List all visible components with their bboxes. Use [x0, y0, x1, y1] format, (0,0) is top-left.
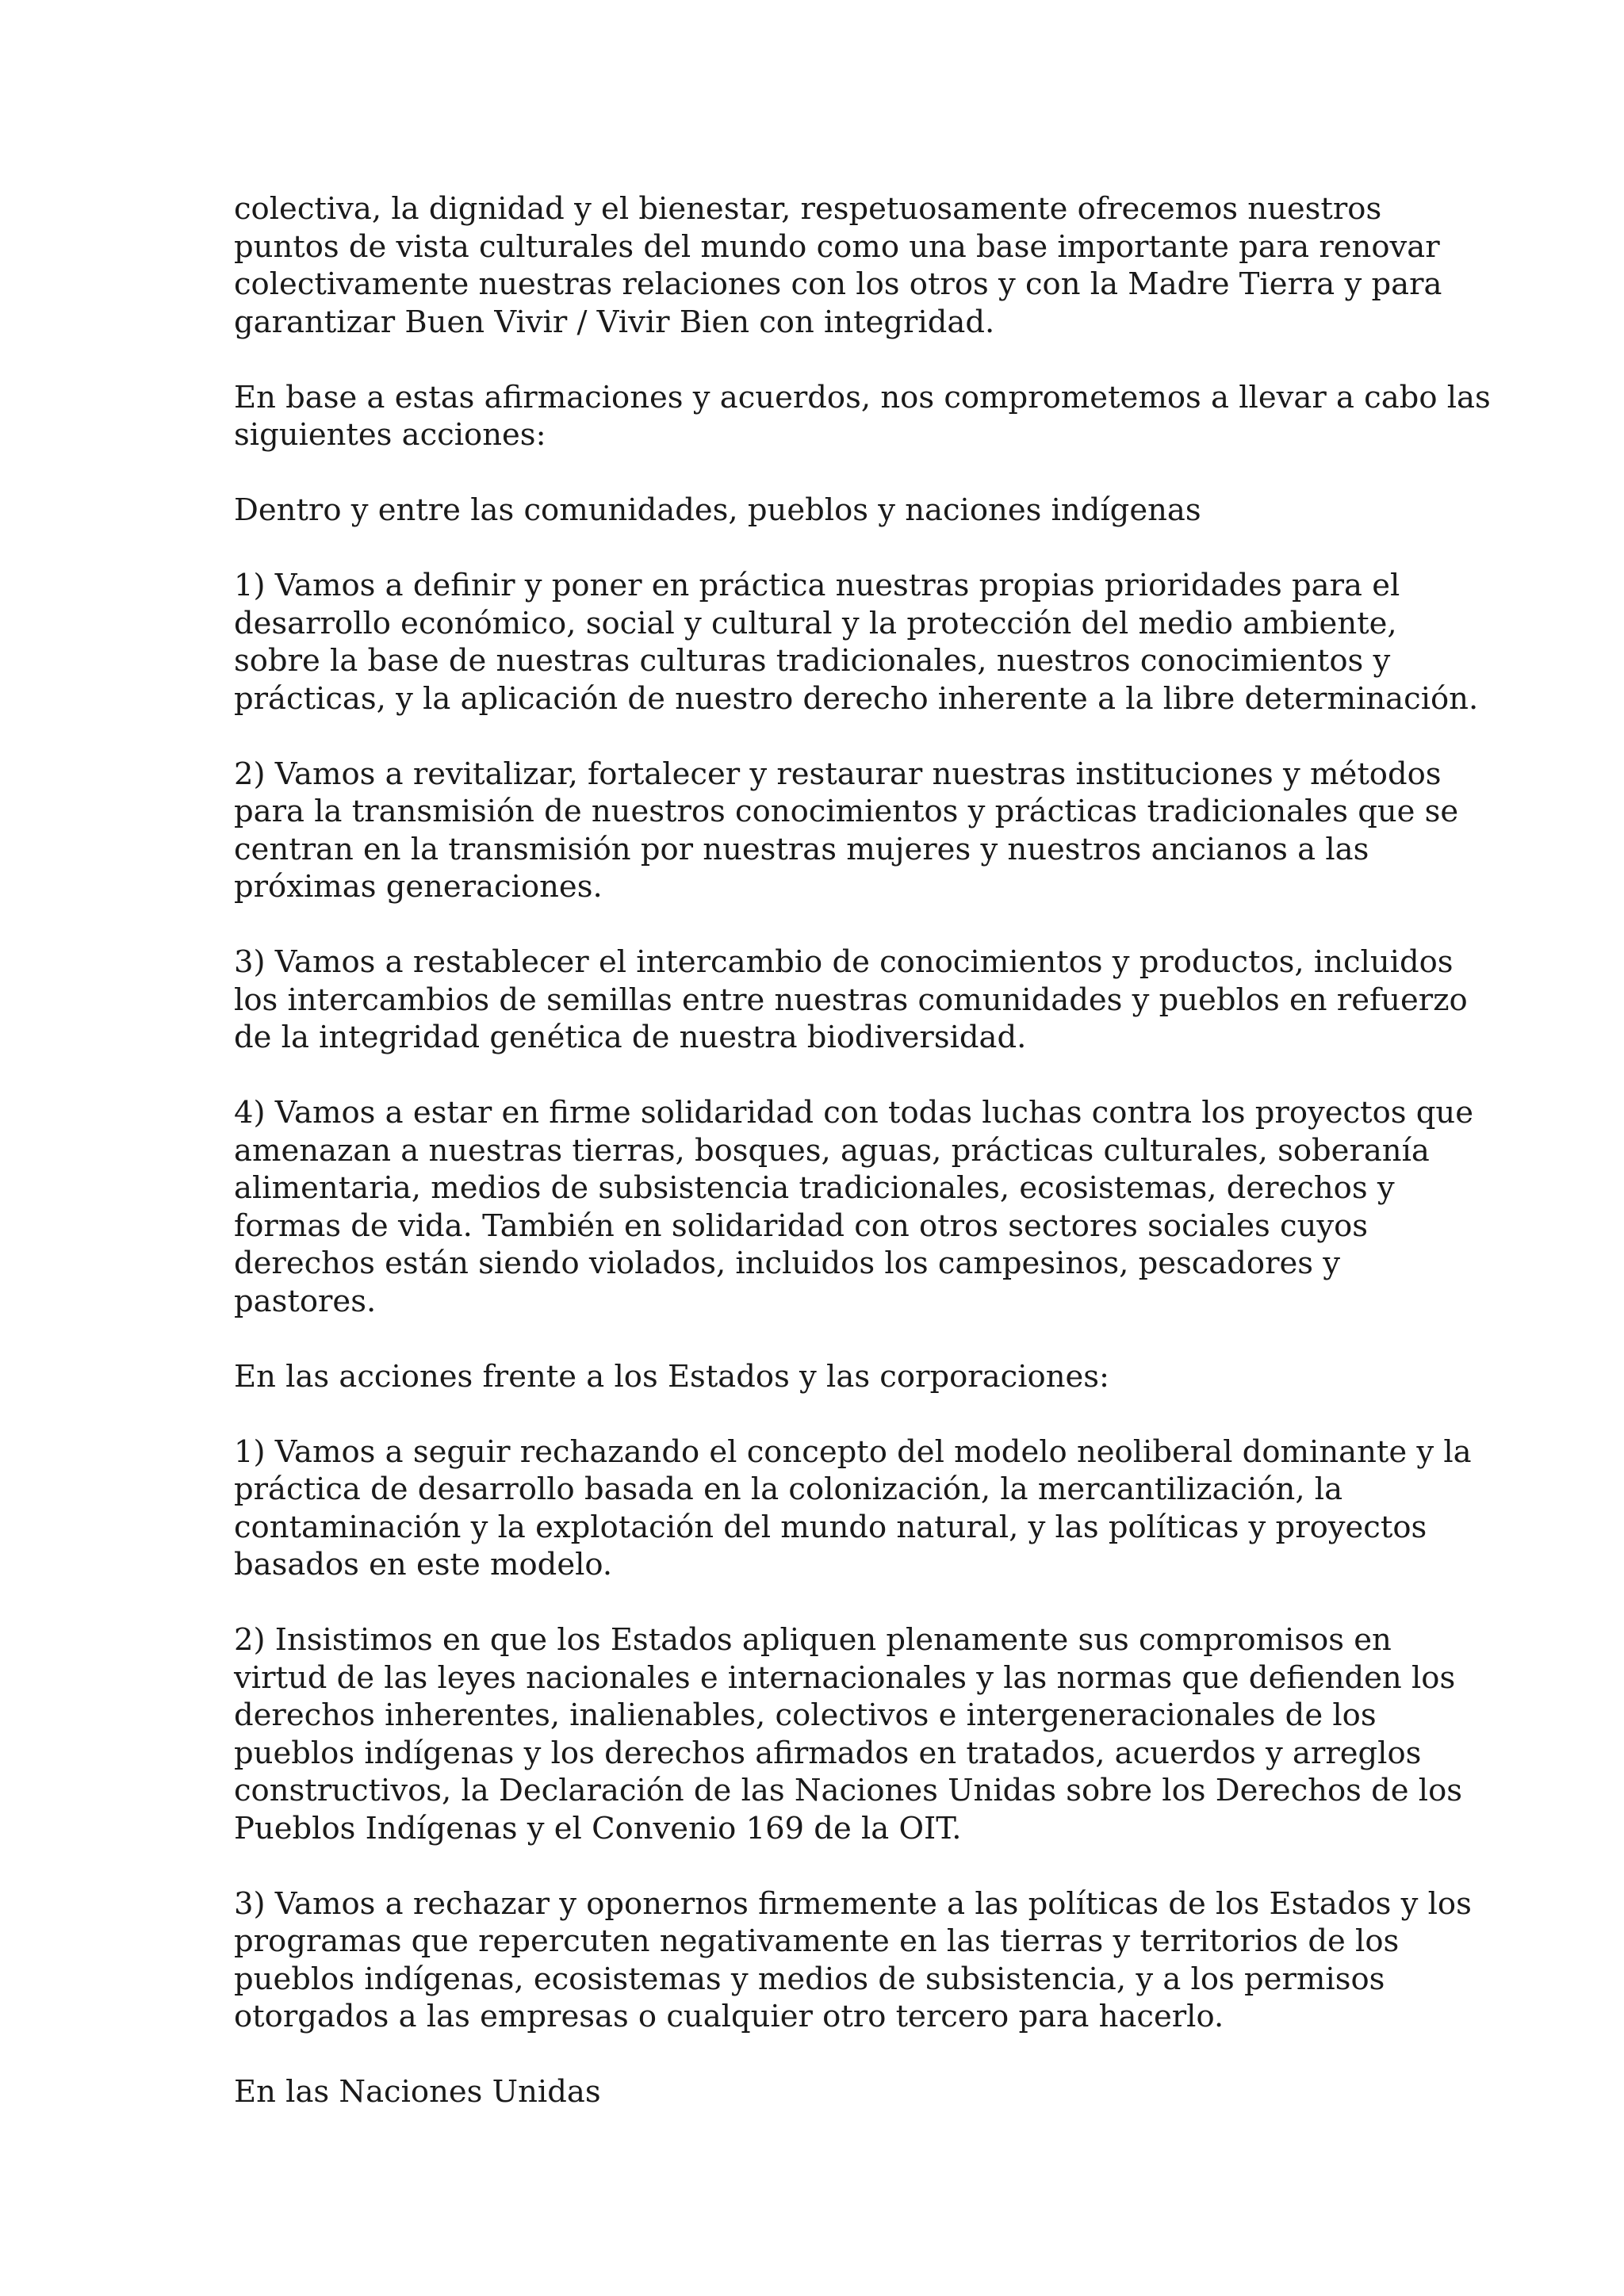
document-body — [234, 190, 1491, 2149]
text-line: prácticas, y la aplicación de nuestro derecho inherente a la libre determinación. — [234, 680, 1479, 717]
text-line: 4) Vamos a estar en firme solidaridad con todas luchas contra los proyectos que — [234, 1095, 1473, 1131]
text-line: Pueblos Indígenas y el Convenio 169 de la OIT. — [234, 1810, 962, 1846]
text-line: 2) Vamos a revitalizar, fortalecer y restaurar nuestras instituciones y métodos — [234, 756, 1442, 792]
text-line: otorgados a las empresas o cualquier otro tercero para hacerlo. — [234, 1999, 1224, 2034]
paragraph — [234, 943, 1468, 1057]
paragraph — [234, 379, 1491, 454]
text-line: centran en la transmisión por nuestras mujeres y nuestros ancianos a las — [234, 831, 1369, 867]
paragraph — [234, 756, 1459, 906]
text-line: Dentro y entre las comunidades, pueblos y naciones indígenas — [234, 492, 1201, 528]
text-line: derechos están siendo violados, incluidos los campesinos, pescadores y — [234, 1246, 1341, 1281]
text-line: 1) Vamos a seguir rechazando el concepto del modelo neoliberal dominante y la — [234, 1433, 1472, 1470]
paragraph — [234, 1885, 1472, 2036]
text-line: sobre la base de nuestras culturas tradicionales, nuestros conocimientos y — [234, 643, 1391, 679]
text-line: constructivos, la Declaración de las Naciones Unidas sobre los Derechos de los — [234, 1773, 1463, 1808]
text-line: 2) Insistimos en que los Estados apliquen plenamente sus compromisos en — [234, 1622, 1392, 1658]
text-line: 1) Vamos a definir y poner en práctica nuestras propias prioridades para el — [234, 568, 1400, 603]
text-line: colectivamente nuestras relaciones con los otros y con la Madre Tierra y para — [234, 266, 1442, 302]
text-line: puntos de vista culturales del mundo como una base importante para renovar — [234, 228, 1440, 265]
text-line: contaminación y la explotación del mundo natural, y las políticas y proyectos — [234, 1509, 1427, 1545]
text-line: formas de vida. También en solidaridad con otros sectores sociales cuyos — [234, 1207, 1369, 1244]
text-line: virtud de las leyes nacionales e internacionales y las normas que defienden los — [234, 1659, 1456, 1696]
text-line: para la transmisión de nuestros conocimientos y prácticas tradicionales que se — [234, 794, 1459, 829]
paragraph — [234, 1621, 1463, 1847]
paragraph — [234, 1094, 1473, 1320]
paragraph — [234, 492, 1408, 530]
paragraph — [234, 1358, 1408, 1396]
text-line: pueblos indígenas y los derechos afirmados en tratados, acuerdos y arreglos — [234, 1735, 1422, 1771]
paragraph — [234, 1433, 1472, 1584]
text-line: pastores. — [234, 1283, 377, 1319]
text-line: siguientes acciones: — [234, 417, 546, 453]
text-line: próximas generaciones. — [234, 869, 603, 905]
text-line: En las acciones frente a los Estados y las corporaciones: — [234, 1358, 1109, 1395]
text-line: En las Naciones Unidas — [234, 2074, 601, 2110]
text-line: alimentaria, medios de subsistencia tradicionales, ecosistemas, derechos y — [234, 1170, 1395, 1206]
text-line: amenazan a nuestras tierras, bosques, aguas, prácticas culturales, soberanía — [234, 1132, 1430, 1169]
text-line: garantizar Buen Vivir / Vivir Bien con integridad. — [234, 304, 995, 340]
paragraph — [234, 190, 1442, 341]
text-line: desarrollo económico, social y cultural y la protección del medio ambiente, — [234, 605, 1397, 641]
text-line: 3) Vamos a restablecer el intercambio de conocimientos y productos, incluidos — [234, 944, 1454, 980]
text-line: programas que repercuten negativamente en las tierras y territorios de los — [234, 1923, 1400, 1959]
text-line: 3) Vamos a rechazar y oponernos firmemente a las políticas de los Estados y los — [234, 1885, 1472, 1922]
text-line: En base a estas afirmaciones y acuerdos, nos comprometemos a llevar a cabo las — [234, 379, 1491, 415]
paragraph — [234, 567, 1479, 718]
text-line: práctica de desarrollo basada en la colonización, la mercantilización, la — [234, 1471, 1343, 1507]
text-line: los intercambios de semillas entre nuestras comunidades y pueblos en refuerzo — [234, 982, 1468, 1018]
paragraph — [234, 2073, 1408, 2111]
text-line: colectiva, la dignidad y el bienestar, respetuosamente ofrecemos nuestros — [234, 191, 1382, 227]
text-line: basados en este modelo. — [234, 1547, 613, 1582]
text-line: de la integridad genética de nuestra biodiversidad. — [234, 1020, 1027, 1055]
text-line: pueblos indígenas, ecosistemas y medios de subsistencia, y a los permisos — [234, 1961, 1385, 1997]
text-line: derechos inherentes, inalienables, colectivos e intergeneracionales de los — [234, 1697, 1377, 1733]
